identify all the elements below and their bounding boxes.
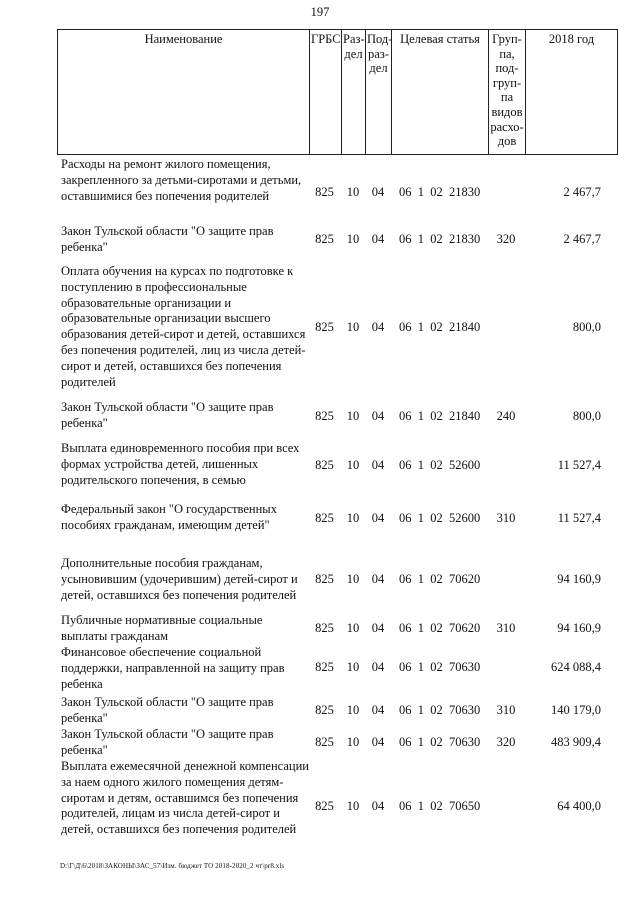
row-name: Оплата обучения на курсах по подготовке к поступлению в профессиональные образовательные организации и образовательные организации высшего образования детей-сирот и детей, оставшихся без попечения родителей, лиц из числа детей-сирот и детей, оставшихся без попечения родителей bbox=[61, 264, 306, 389]
row-grbs: 825 bbox=[315, 703, 334, 717]
row-celevaya-statya: 06 1 02 21830 bbox=[399, 232, 481, 246]
row-celevaya-statya: 06 1 02 21830 bbox=[399, 185, 481, 199]
row-celevaya-statya: 06 1 02 52600 bbox=[399, 511, 481, 525]
row-podrazdel: 04 bbox=[371, 185, 385, 199]
row-podrazdel: 04 bbox=[371, 621, 385, 635]
header-razdel: Раз-дел bbox=[342, 30, 366, 155]
row-razdel: 10 bbox=[346, 458, 360, 472]
row-podrazdel: 04 bbox=[371, 703, 385, 717]
row-podrazdel: 04 bbox=[371, 511, 385, 525]
row-sum: 483 909,4 bbox=[551, 735, 601, 749]
row-grbs: 825 bbox=[315, 458, 334, 472]
header-grbs: ГРБС bbox=[310, 30, 342, 155]
row-sum: 140 179,0 bbox=[551, 703, 601, 717]
row-name: Федеральный закон "О государственных пособиях гражданам, имеющим детей" bbox=[61, 502, 277, 532]
row-razdel: 10 bbox=[346, 735, 360, 749]
row-name: Финансовое обеспечение социальной поддержки, направленной на защиту прав ребенка bbox=[61, 645, 285, 691]
row-sum: 800,0 bbox=[572, 320, 601, 334]
row-razdel: 10 bbox=[346, 703, 360, 717]
row-name: Закон Тульской области "О защите прав ребенка" bbox=[61, 400, 274, 430]
row-celevaya-statya: 06 1 02 21840 bbox=[399, 320, 481, 334]
row-grbs: 825 bbox=[315, 185, 334, 199]
row-gruppa: 310 bbox=[496, 621, 516, 635]
row-podrazdel: 04 bbox=[371, 735, 385, 749]
header-year: 2018 год bbox=[526, 30, 618, 155]
row-sum: 11 527,4 bbox=[557, 511, 601, 525]
row-razdel: 10 bbox=[346, 511, 360, 525]
row-gruppa: 310 bbox=[496, 703, 516, 717]
row-grbs: 825 bbox=[315, 735, 334, 749]
header-name: Наименование bbox=[58, 30, 310, 155]
row-podrazdel: 04 bbox=[371, 458, 385, 472]
row-celevaya-statya: 06 1 02 70630 bbox=[399, 660, 481, 674]
row-sum: 94 160,9 bbox=[557, 572, 601, 586]
row-grbs: 825 bbox=[315, 799, 334, 813]
row-podrazdel: 04 bbox=[371, 320, 385, 334]
row-celevaya-statya: 06 1 02 70630 bbox=[399, 703, 481, 717]
row-gruppa: 310 bbox=[496, 511, 516, 525]
row-grbs: 825 bbox=[315, 409, 334, 423]
row-sum: 800,0 bbox=[572, 409, 601, 423]
row-name: Закон Тульской области "О защите прав ребенка" bbox=[61, 695, 274, 725]
page-number: 197 bbox=[310, 5, 330, 19]
row-razdel: 10 bbox=[346, 320, 360, 334]
row-sum: 2 467,7 bbox=[563, 232, 601, 246]
row-name: Расходы на ремонт жилого помещения, закрепленного за детьми-сиротами и детьми, оставшимися без попечения родителей bbox=[61, 157, 302, 203]
row-name: Выплата единовременного пособия при всех формах устройства детей, лишенных родительского попечения, в семью bbox=[61, 441, 300, 487]
row-podrazdel: 04 bbox=[371, 660, 385, 674]
row-podrazdel: 04 bbox=[371, 572, 385, 586]
header-gruppa: Груп-па, под-груп-па видов расхо-дов bbox=[489, 30, 526, 155]
row-podrazdel: 04 bbox=[371, 799, 385, 813]
row-razdel: 10 bbox=[346, 660, 360, 674]
row-name: Выплата ежемесячной денежной компенсации за наем одного жилого помещения детям-сиротам и детям, оставшимся без попечения родителей, лицам из числа детей-сирот и детей, оставшихся без попечения родителей bbox=[61, 759, 309, 837]
row-grbs: 825 bbox=[315, 572, 334, 586]
row-sum: 64 400,0 bbox=[557, 799, 601, 813]
header-celevaya-statya: Целевая статья bbox=[392, 30, 489, 155]
row-podrazdel: 04 bbox=[371, 409, 385, 423]
row-razdel: 10 bbox=[346, 621, 360, 635]
row-celevaya-statya: 06 1 02 70620 bbox=[399, 572, 481, 586]
row-gruppa: 320 bbox=[496, 232, 516, 246]
row-sum: 11 527,4 bbox=[557, 458, 601, 472]
row-name: Закон Тульской области "О защите прав ребенка" bbox=[61, 727, 274, 757]
row-gruppa: 320 bbox=[496, 735, 516, 749]
row-celevaya-statya: 06 1 02 70630 bbox=[399, 735, 481, 749]
row-grbs: 825 bbox=[315, 232, 334, 246]
row-celevaya-statya: 06 1 02 70620 bbox=[399, 621, 481, 635]
row-celevaya-statya: 06 1 02 21840 bbox=[399, 409, 481, 423]
row-gruppa: 240 bbox=[496, 409, 516, 423]
row-razdel: 10 bbox=[346, 232, 360, 246]
row-grbs: 825 bbox=[315, 320, 334, 334]
file-path-footer: D:\Г\Д\6\2018\ЗАКОНЫ\ЗАС_57\Изм. бюджет ТО 2018-2020_2 чт\pr8.xls bbox=[60, 862, 285, 870]
row-sum: 2 467,7 bbox=[563, 185, 601, 199]
row-razdel: 10 bbox=[346, 409, 360, 423]
row-grbs: 825 bbox=[315, 621, 334, 635]
row-name: Дополнительные пособия гражданам, усыновившим (удочерившим) детей-сирот и детей, оставшихся без попечения родителей bbox=[61, 556, 298, 602]
row-sum: 94 160,9 bbox=[557, 621, 601, 635]
table-header bbox=[57, 29, 618, 155]
row-razdel: 10 bbox=[346, 572, 360, 586]
row-celevaya-statya: 06 1 02 52600 bbox=[399, 458, 481, 472]
row-name: Закон Тульской области "О защите прав ребенка" bbox=[61, 224, 274, 254]
row-grbs: 825 bbox=[315, 660, 334, 674]
row-grbs: 825 bbox=[315, 511, 334, 525]
row-sum: 624 088,4 bbox=[551, 660, 601, 674]
row-name: Публичные нормативные социальные выплаты гражданам bbox=[61, 613, 263, 643]
row-celevaya-statya: 06 1 02 70650 bbox=[399, 799, 481, 813]
header-podrazdel: Под-раз-дел bbox=[366, 30, 392, 155]
row-razdel: 10 bbox=[346, 185, 360, 199]
row-razdel: 10 bbox=[346, 799, 360, 813]
row-podrazdel: 04 bbox=[371, 232, 385, 246]
